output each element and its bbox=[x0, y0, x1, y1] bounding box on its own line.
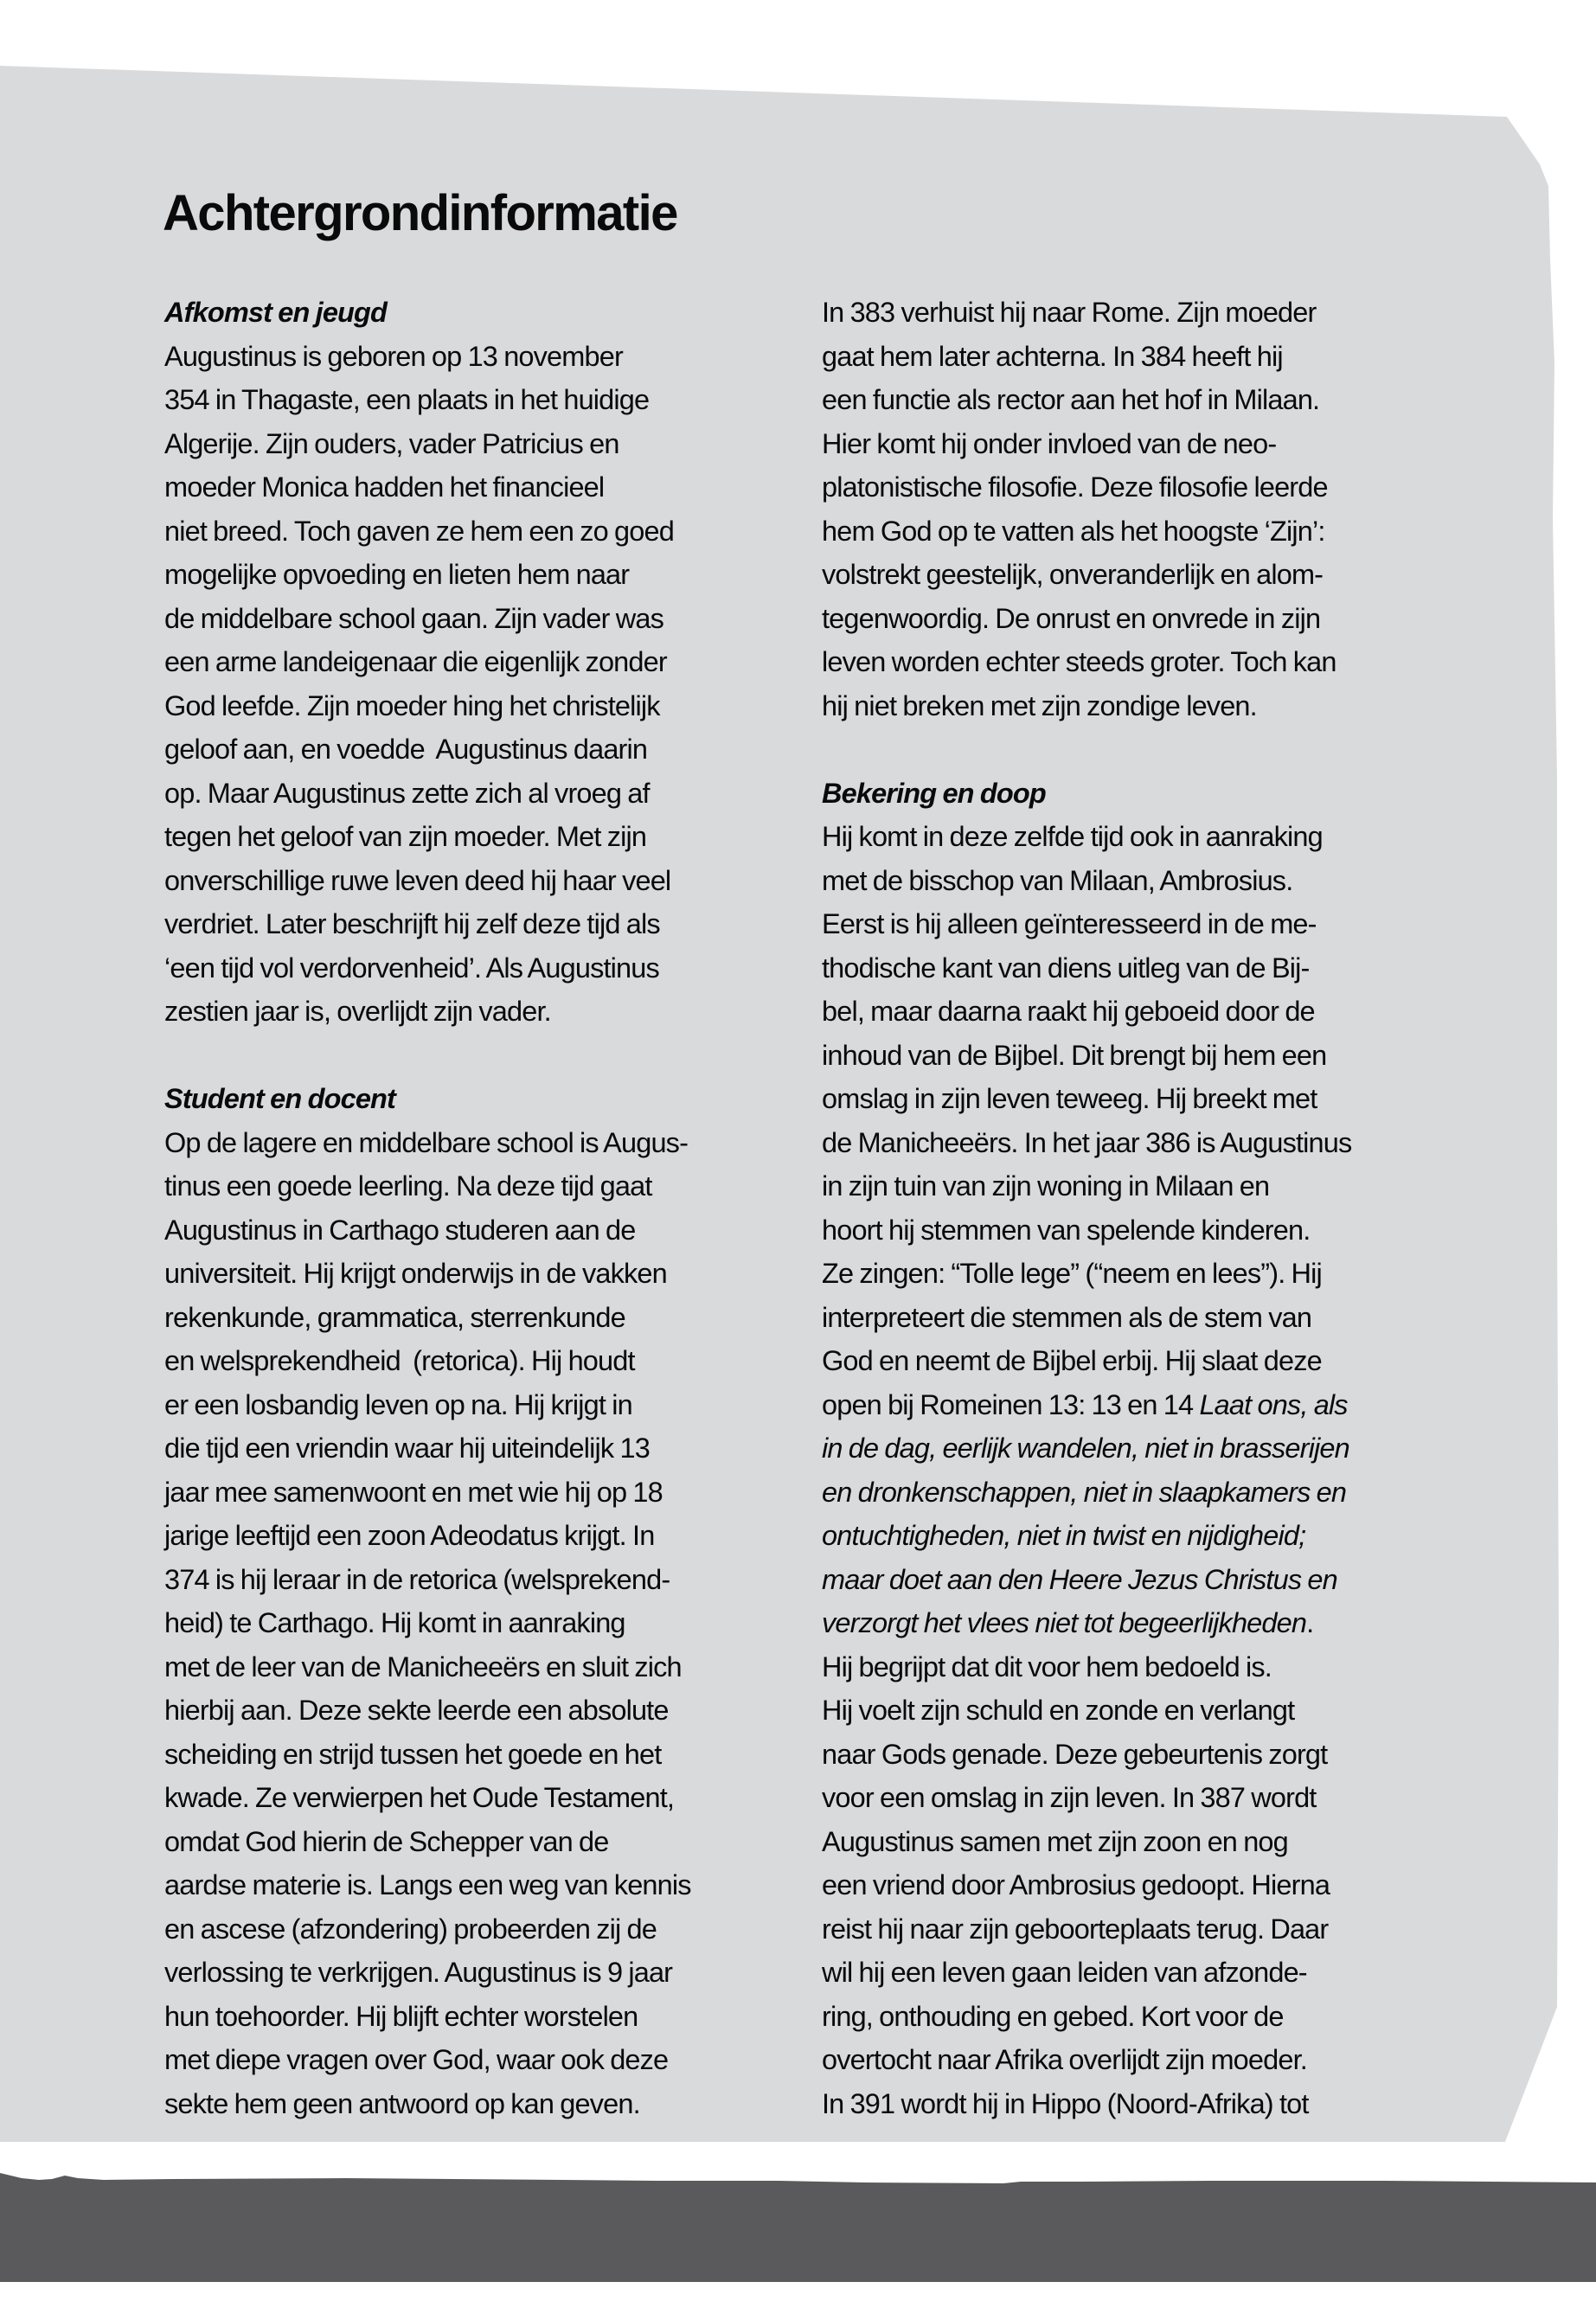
body-text-segment: . bbox=[1306, 1607, 1314, 1638]
body-text-line: er een losbandig leven op na. Hij krijgt in bbox=[164, 1388, 632, 1420]
body-text-line: onverschillige ruwe leven deed hij haar veel bbox=[164, 864, 671, 896]
body-text-line: Hij komt in deze zelfde tijd ook in aanraking bbox=[822, 821, 1323, 852]
page-title: Achtergrondinformatie bbox=[163, 185, 677, 241]
body-text-line: in zijn tuin van zijn woning in Milaan en bbox=[822, 1170, 1270, 1202]
body-text-line: platonistische filosofie. Deze filosofie leerde bbox=[822, 471, 1328, 503]
section-heading: Bekering en doop bbox=[822, 777, 1046, 809]
body-text-line: verlossing te verkrijgen. Augustinus is 9 jaar bbox=[164, 1957, 673, 1988]
body-text-line: Algerije. Zijn ouders, vader Patricius en bbox=[164, 427, 619, 459]
body-text-line: Augustinus is geboren op 13 november bbox=[164, 340, 623, 372]
body-text-line: met de leer van de Manicheeërs en sluit zich bbox=[164, 1650, 682, 1682]
body-text-line: tegen het geloof van zijn moeder. Met zijn bbox=[164, 821, 647, 852]
body-text-line: hun toehoorder. Hij blijft echter worstelen bbox=[164, 2000, 638, 2032]
bible-quote-line: ontuchtigheden, niet in twist en nijdigheid; bbox=[822, 1520, 1306, 1551]
body-text-line: geloof aan, en voedde Augustinus daarin bbox=[164, 734, 648, 765]
dark-footer-band bbox=[0, 2173, 1596, 2282]
body-text-line: Op de lagere en middelbare school is Augus- bbox=[164, 1126, 689, 1158]
body-text-line: Augustinus samen met zijn zoon en nog bbox=[822, 1825, 1288, 1857]
bible-quote-segment: Laat ons, als bbox=[1199, 1388, 1348, 1420]
body-text-segment: open bij Romeinen 13: 13 en 14 bbox=[822, 1388, 1200, 1420]
body-text-line: hierbij aan. Deze sekte leerde een absolute bbox=[164, 1695, 669, 1726]
body-text-line: rekenkunde, grammatica, sterrenkunde bbox=[164, 1301, 625, 1333]
section-heading: Student en docent bbox=[164, 1083, 396, 1114]
body-text-line: een vriend door Ambrosius gedoopt. Hierna bbox=[822, 1869, 1330, 1900]
body-text-line: tinus een goede leerling. Na deze tijd gaat bbox=[164, 1170, 652, 1202]
body-text-line: God leefde. Zijn moeder hing het christelijk bbox=[164, 689, 660, 721]
body-text-line: de Manicheeërs. In het jaar 386 is Augustinus bbox=[822, 1126, 1352, 1158]
body-text-line: met diepe vragen over God, waar ook deze bbox=[164, 2044, 669, 2075]
body-text-line: hem God op te vatten als het hoogste ‘Zijn’: bbox=[822, 515, 1325, 547]
body-text-line: ‘een tijd vol verdorvenheid’. Als Augustinus bbox=[164, 952, 659, 984]
body-text-line: reist hij naar zijn geboorteplaats terug. Daar bbox=[822, 1913, 1329, 1945]
body-text-line: een functie als rector aan het hof in Milaan. bbox=[822, 384, 1320, 415]
body-text-line: inhoud van de Bijbel. Dit brengt bij hem een bbox=[822, 1039, 1327, 1071]
body-text-line: Hij voelt zijn schuld en zonde en verlangt bbox=[822, 1695, 1295, 1726]
body-text-line: bel, maar daarna raakt hij geboeid door de bbox=[822, 996, 1315, 1027]
body-text-line bbox=[822, 1383, 1453, 1427]
body-text-line: die tijd een vriendin waar hij uiteindelijk 13 bbox=[164, 1433, 650, 1464]
body-text-line: leven worden echter steeds groter. Toch kan bbox=[822, 646, 1336, 677]
body-text-line: God en neemt de Bijbel erbij. Hij slaat deze bbox=[822, 1345, 1322, 1376]
body-text-line: jaar mee samenwoont en met wie hij op 18 bbox=[164, 1476, 663, 1508]
right-column bbox=[822, 291, 1453, 2125]
body-text-line: omdat God hierin de Schepper van de bbox=[164, 1825, 609, 1857]
body-text-line: verdriet. Later beschrijft hij zelf deze tijd als bbox=[164, 908, 660, 939]
body-text-line: universiteit. Hij krijgt onderwijs in de vakken bbox=[164, 1258, 667, 1289]
body-text-line: wil hij een leven gaan leiden van afzonde- bbox=[822, 1957, 1307, 1988]
section-heading: Afkomst en jeugd bbox=[164, 297, 388, 328]
body-text-line: mogelijke opvoeding en lieten hem naar bbox=[164, 559, 630, 590]
body-text-line: en ascese (afzondering) probeerden zij de bbox=[164, 1913, 657, 1945]
body-text-line: tegenwoordig. De onrust en onvrede in zijn bbox=[822, 602, 1321, 634]
body-text-line: zestien jaar is, overlijdt zijn vader. bbox=[164, 996, 551, 1027]
bible-quote-segment: verzorgt het vlees niet tot begeerlijkheden bbox=[822, 1607, 1307, 1638]
body-text-line: scheiding en strijd tussen het goede en het bbox=[164, 1738, 662, 1770]
body-text-line: Augustinus in Carthago studeren aan de bbox=[164, 1214, 636, 1246]
body-text-line: en welsprekendheid (retorica). Hij houdt bbox=[164, 1345, 635, 1376]
body-text-line: gaat hem later achterna. In 384 heeft hij bbox=[822, 340, 1283, 372]
body-text-line: In 391 wordt hij in Hippo (Noord-Afrika) tot bbox=[822, 2087, 1309, 2119]
body-text-line: heid) te Carthago. Hij komt in aanraking bbox=[164, 1607, 625, 1638]
body-text-line: Hier komt hij onder invloed van de neo- bbox=[822, 427, 1277, 459]
body-text-line: naar Gods genade. Deze gebeurtenis zorgt bbox=[822, 1738, 1328, 1770]
body-text-line: volstrekt geestelijk, onveranderlijk en alom- bbox=[822, 559, 1324, 590]
body-text-line: met de bisschop van Milaan, Ambrosius. bbox=[822, 864, 1293, 896]
body-text-line: op. Maar Augustinus zette zich al vroeg af bbox=[164, 777, 650, 809]
body-text-line: omslag in zijn leven teweeg. Hij breekt met bbox=[822, 1083, 1317, 1114]
bible-quote-line: maar doet aan den Heere Jezus Christus en bbox=[822, 1563, 1337, 1595]
body-text-line: kwade. Ze verwierpen het Oude Testament, bbox=[164, 1782, 675, 1813]
body-text-line: Eerst is hij alleen geïnteresseerd in de me- bbox=[822, 908, 1317, 939]
body-text-line: ring, onthouding en gebed. Kort voor de bbox=[822, 2000, 1284, 2032]
body-text-line: In 383 verhuist hij naar Rome. Zijn moeder bbox=[822, 297, 1317, 328]
body-text-line: Hij begrijpt dat dit voor hem bedoeld is. bbox=[822, 1650, 1272, 1682]
body-text-line: een arme landeigenaar die eigenlijk zonder bbox=[164, 646, 667, 677]
body-text-line: thodische kant van diens uitleg van de Bij- bbox=[822, 952, 1310, 984]
body-text-line: interpreteert die stemmen als de stem van bbox=[822, 1301, 1312, 1333]
body-text-line: moeder Monica hadden het financieel bbox=[164, 471, 605, 503]
left-column bbox=[164, 291, 796, 2125]
body-text-line: de middelbare school gaan. Zijn vader was bbox=[164, 602, 663, 634]
bible-quote-line: en dronkenschappen, niet in slaapkamers en bbox=[822, 1476, 1347, 1508]
body-text-line: overtocht naar Afrika overlijdt zijn moeder. bbox=[822, 2044, 1307, 2075]
bible-quote-line bbox=[822, 1601, 1453, 1645]
body-text-line: jarige leeftijd een zoon Adeodatus krijgt. In bbox=[164, 1520, 655, 1551]
body-text-line: Ze zingen: “Tolle lege” (“neem en lees”). Hij bbox=[822, 1258, 1322, 1289]
body-text-line: 374 is hij leraar in de retorica (welsprekend- bbox=[164, 1563, 670, 1595]
bible-quote-line: in de dag, eerlijk wandelen, niet in brasserijen bbox=[822, 1433, 1349, 1464]
body-text-line: aardse materie is. Langs een weg van kennis bbox=[164, 1869, 691, 1900]
body-text-line: hij niet breken met zijn zondige leven. bbox=[822, 689, 1257, 721]
body-text-line: sekte hem geen antwoord op kan geven. bbox=[164, 2087, 640, 2119]
body-text-line: 354 in Thagaste, een plaats in het huidige bbox=[164, 384, 650, 415]
body-text-line: voor een omslag in zijn leven. In 387 wordt bbox=[822, 1782, 1317, 1813]
body-text-line: hoort hij stemmen van spelende kinderen. bbox=[822, 1214, 1311, 1246]
paragraph-spacer bbox=[822, 727, 1453, 772]
body-text-line: niet breed. Toch gaven ze hem een zo goed bbox=[164, 515, 674, 547]
paragraph-spacer bbox=[164, 1034, 796, 1078]
